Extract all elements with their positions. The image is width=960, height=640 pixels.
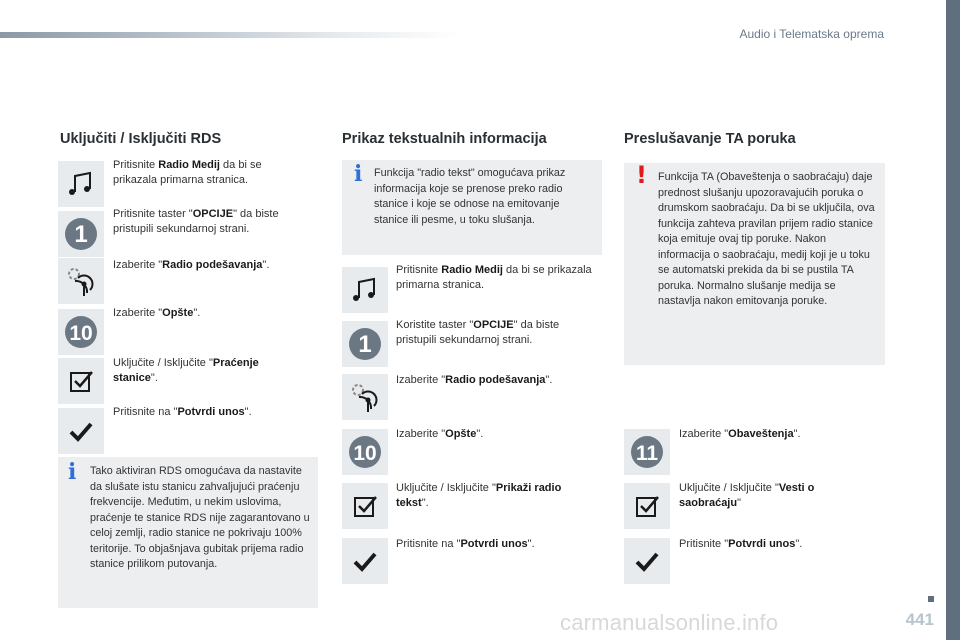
music-note-icon	[58, 161, 104, 207]
watermark: carmanualsonline.info	[560, 610, 779, 635]
rds-section-title: Uključiti / Isključiti RDS	[60, 131, 222, 147]
rds-info-text: Tako aktiviran RDS omogućava da nastavite da slušate istu stanicu zahvaljujući praćenju frekvencije. Međutim, u nekim uslovima, praćenje te stanice RDS nije zagarantovano u celoj zemlji, radio stanice ne pokrivaju 100% teritorije. To objašnjava gubitak prijema radio stanice prilikom putovanja.	[90, 465, 310, 570]
number-10-badge	[342, 429, 388, 475]
svg-text:10: 10	[69, 322, 93, 345]
svg-text:11: 11	[635, 442, 659, 465]
radiotext-step-1: Pritisnite Radio Medij da bi se prikazala primarna stranica.	[396, 264, 592, 291]
radiotext-step-2: Koristite taster "OPCIJE" da biste pristupili sekundarnoj strani.	[396, 319, 560, 346]
checkmark-icon	[624, 538, 670, 584]
rds-step-4: Izaberite "Opšte".	[113, 307, 201, 319]
ta-step-1: Izaberite "Obaveštenja".	[679, 428, 801, 440]
radiotext-section-title: Prikaz tekstualnih informacija	[342, 131, 547, 147]
page-marker	[928, 596, 934, 602]
radiotext-step-5: Uključite / Isključite "Prikaži radio tekst".	[396, 482, 562, 509]
radio-settings-icon	[58, 258, 104, 304]
music-note-icon	[342, 267, 388, 313]
right-edge-strip	[946, 0, 960, 640]
radio-settings-icon	[342, 374, 388, 420]
ta-section-title: Preslušavanje TA poruka	[624, 131, 796, 147]
page-number: 441	[905, 610, 934, 629]
ta-warning-box	[624, 163, 885, 365]
rds-step-2: Pritisnite taster "OPCIJE" da biste pristupili sekundarnoj strani.	[113, 208, 279, 235]
checkmark-icon	[58, 408, 104, 454]
info-icon: i	[354, 161, 363, 187]
checklist-icon	[342, 483, 388, 529]
section-header-title: Audio i Telematska oprema	[739, 27, 884, 41]
rds-step-6: Pritisnite na "Potvrdi unos".	[113, 406, 252, 418]
warning-icon: !	[636, 161, 647, 189]
number-1-badge	[342, 321, 388, 367]
rds-info-box	[58, 457, 318, 608]
checklist-icon	[58, 358, 104, 404]
radiotext-step-4: Izaberite "Opšte".	[396, 428, 484, 440]
radiotext-step-6: Pritisnite na "Potvrdi unos".	[396, 538, 535, 550]
rds-step-5: Uključite / Isključite "Praćenje stanice".	[113, 357, 259, 384]
radiotext-info-text: Funkcija "radio tekst" omogućava prikaz informacija koje se prenose preko radio stanice i koje se odnose na emitovanje stanice ili pesme, u toku slušanja.	[374, 167, 566, 226]
number-1-badge	[58, 211, 104, 257]
number-10-badge	[58, 309, 104, 355]
ta-warning-text: Funkcija TA (Obaveštenja o saobraćaju) daje prednost slušanju upozoravajućih poruka o drumskom saobraćaju. Da bi se uključila, ova funkcija zahteva pravilan prijem radio stanice koja emituje ovaj tip poruke. Nakon informacija o saobraćaju, medij koji je u toku se automatski prekida da bi se pustila TA poruka. Normalno slušanje medija se nastavlja nakon emitovanja poruke.	[658, 171, 875, 307]
radiotext-info-box	[342, 160, 602, 255]
svg-text:10: 10	[353, 442, 377, 465]
svg-text:1: 1	[74, 221, 88, 248]
ta-step-3: Pritisnite "Potvrdi unos".	[679, 538, 803, 550]
checkmark-icon	[342, 538, 388, 584]
number-11-badge	[624, 429, 670, 475]
radiotext-step-3: Izaberite "Radio podešavanja".	[396, 374, 553, 386]
ta-step-2: Uključite / Isključite "Vesti o saobraćaju"	[679, 482, 815, 509]
top-accent-bar	[0, 32, 460, 38]
rds-step-1: Pritisnite Radio Medij da bi se prikazala primarna stranica.	[113, 159, 262, 186]
checklist-icon	[624, 483, 670, 529]
rds-step-3: Izaberite "Radio podešavanja".	[113, 259, 270, 271]
info-icon: i	[68, 459, 77, 485]
svg-text:1: 1	[358, 331, 372, 358]
